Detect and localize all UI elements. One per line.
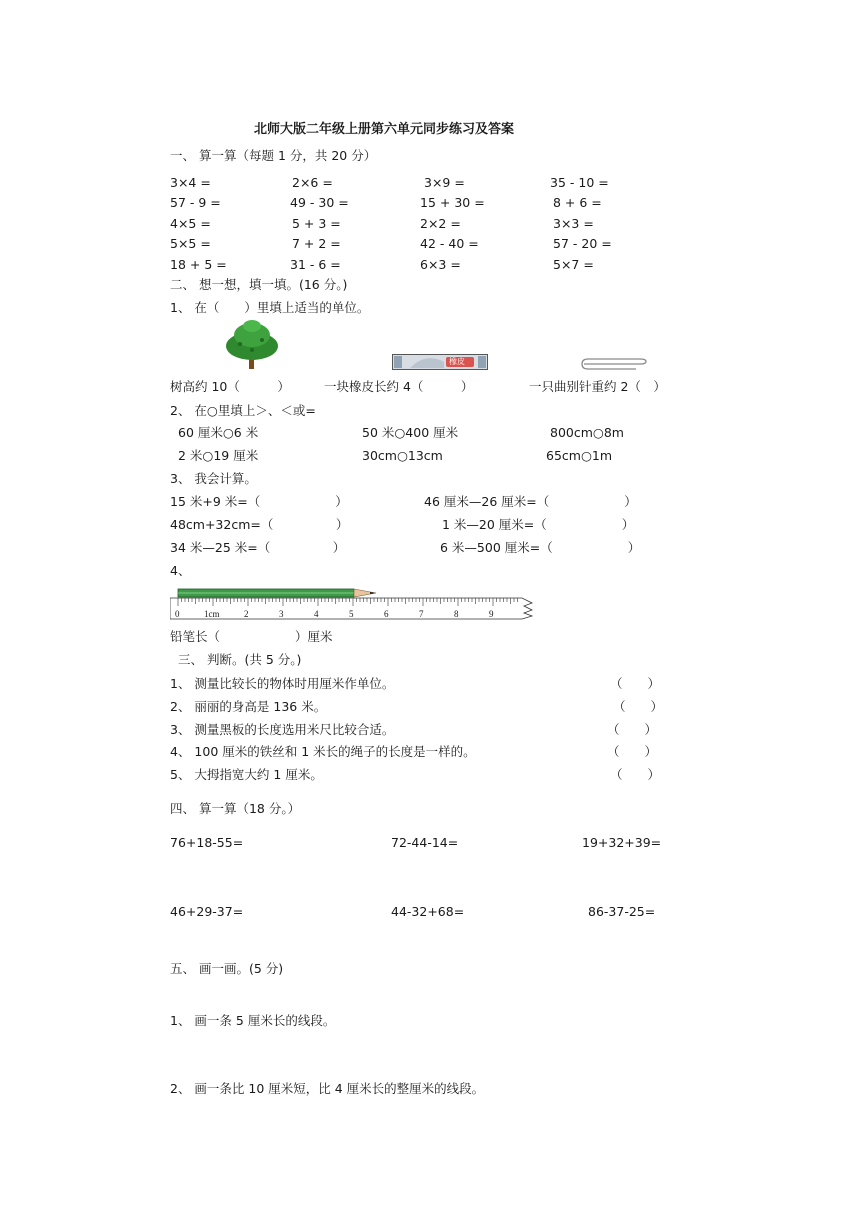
ruler-label: 2 [244,609,249,619]
question-1: 1、 在（ ）里填上适当的单位。 [170,300,370,315]
arith-item: 57 - 9 = [170,195,221,210]
arith-item: 5×5 = [170,236,211,251]
arith-item: 18 + 5 = [170,257,227,272]
judge-item: 4、 100 厘米的铁丝和 1 米长的绳子的长度是一样的。 [170,744,476,759]
arith-item: 15 + 30 = [420,195,485,210]
unit-item: 树高约 10（ ） [170,379,290,394]
arith-item: 31 - 6 = [290,257,341,272]
calc-item: 1 米—20 厘米=（ ） [442,517,635,532]
draw-question: 2、 画一条比 10 厘米短，比 4 厘米长的整厘米的线段。 [170,1081,485,1096]
ruler-label: 4 [314,609,319,619]
compare-item: 65cm○1m [546,448,612,463]
ruler-label: 6 [384,609,389,619]
section2-heading: 二、 想一想，填一填。(16 分。) [170,277,348,292]
judge-bracket: （ ） [607,744,658,759]
arith-item: 5×7 = [553,257,594,272]
ruler-label: 1cm [204,609,220,619]
calc-item: 72-44-14= [391,835,459,850]
judge-item: 1、 测量比较长的物体时用厘米作单位。 [170,676,395,691]
paperclip-icon [580,358,650,370]
arith-item: 6×3 = [420,257,461,272]
arith-item: 3×9 = [424,175,465,190]
section5-heading: 五、 画一画。(5 分) [170,961,284,976]
ruler-labels [170,608,536,622]
eraser-label: 橡皮 [449,357,465,366]
ruler-label: 9 [489,609,494,619]
judge-item: 5、 大拇指宽大约 1 厘米。 [170,767,323,782]
calc-item: 46 厘米—26 厘米=（ ） [424,494,637,509]
arith-item: 3×4 = [170,175,211,190]
arith-item: 2×2 = [420,216,461,231]
judge-bracket: （ ） [610,676,661,691]
question-2: 2、 在○里填上＞、＜或= [170,403,316,418]
compare-item: 50 米○400 厘米 [362,425,459,440]
calc-item: 76+18-55= [170,835,244,850]
eraser-image [392,354,488,370]
calc-item: 44-32+68= [391,904,465,919]
arith-item: 49 - 30 = [290,195,349,210]
unit-item: 一只曲别针重约 2（ ） [529,379,666,394]
pencil-length-answer: 铅笔长（ ）厘米 [170,629,333,644]
compare-item: 2 米○19 厘米 [178,448,259,463]
ruler-label: 7 [419,609,424,619]
calc-item: 15 米+9 米=（ ） [170,494,348,509]
calc-item: 19+32+39= [582,835,662,850]
ruler-label: 8 [454,609,459,619]
arith-item: 8 + 6 = [553,195,602,210]
eraser-icon [392,354,488,370]
calc-item: 34 米—25 米=（ ） [170,540,346,555]
arith-item: 57 - 20 = [553,236,612,251]
section4-heading: 四、 算一算（18 分。） [170,801,301,816]
compare-item: 30cm○13cm [362,448,443,463]
judge-bracket: （ ） [613,699,664,714]
judge-bracket: （ ） [610,767,661,782]
compare-item: 800cm○8m [550,425,624,440]
question-4: 4、 [170,563,191,578]
page-title: 北师大版二年级上册第六单元同步练习及答案 [254,122,515,137]
question-3: 3、 我会计算。 [170,471,257,486]
calc-item: 6 米—500 厘米=（ ） [440,540,641,555]
arith-item: 5 + 3 = [292,216,341,231]
section3-heading: 三、 判断。(共 5 分。) [178,652,302,667]
judge-item: 3、 测量黑板的长度选用米尺比较合适。 [170,722,395,737]
draw-question: 1、 画一条 5 厘米长的线段。 [170,1013,336,1028]
arith-item: 35 - 10 = [550,175,609,190]
judge-bracket: （ ） [607,722,658,737]
section1-heading: 一、 算一算（每题 1 分，共 20 分） [170,148,377,163]
arith-item: 3×3 = [553,216,594,231]
judge-item: 2、 丽丽的身高是 136 米。 [170,699,327,714]
arith-item: 2×6 = [292,175,333,190]
arith-item: 4×5 = [170,216,211,231]
unit-item: 一块橡皮长约 4（ ） [324,379,474,394]
calc-item: 46+29-37= [170,904,244,919]
calc-item: 48cm+32cm=（ ） [170,517,349,532]
arith-item: 42 - 40 = [420,236,479,251]
ruler-label: 3 [279,609,284,619]
calc-item: 86-37-25= [588,904,656,919]
tree-icon [222,320,282,370]
ruler-label: 0 [175,609,180,619]
compare-item: 60 厘米○6 米 [178,425,259,440]
arith-item: 7 + 2 = [292,236,341,251]
ruler-label: 5 [349,609,354,619]
